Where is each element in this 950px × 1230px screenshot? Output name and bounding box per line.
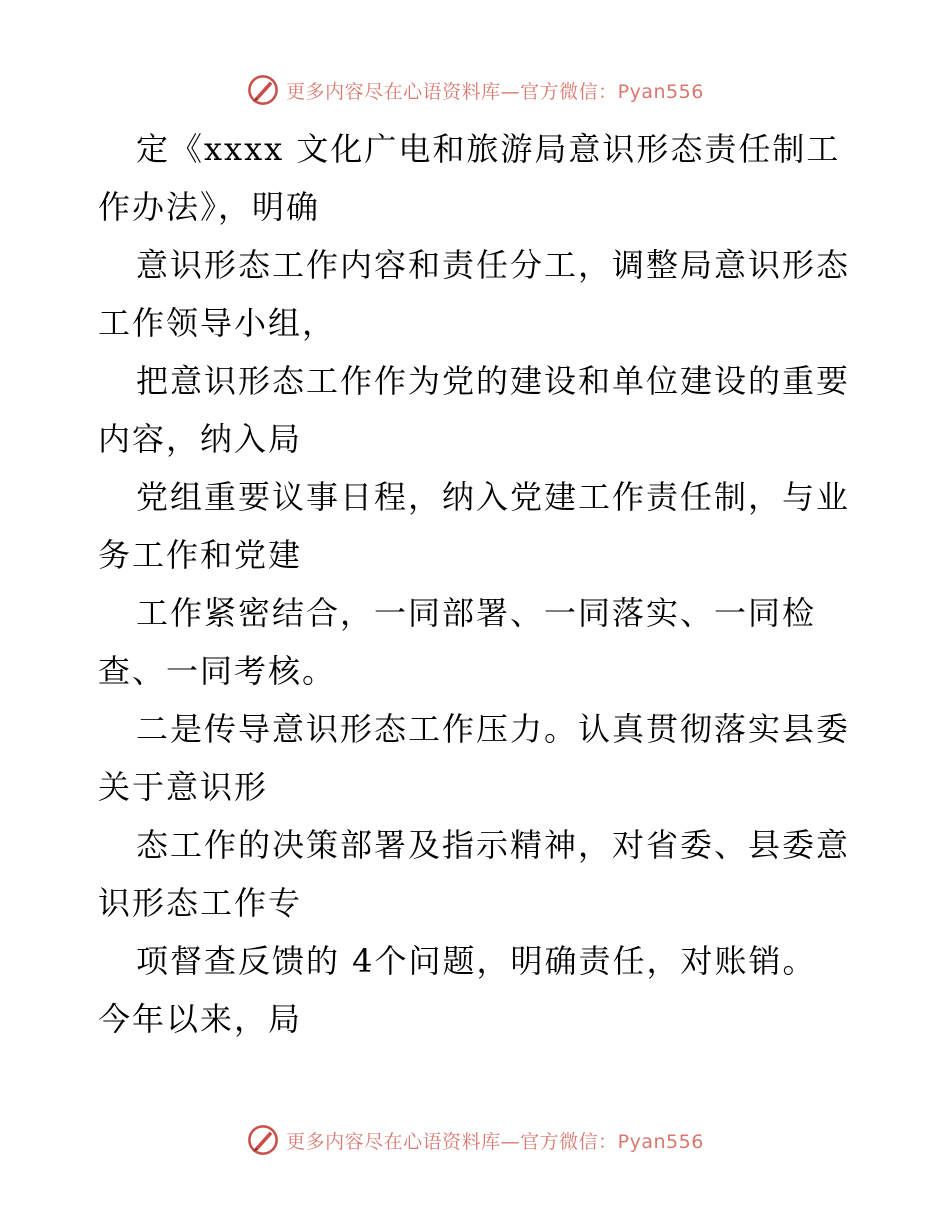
footer-banner-text: 更多内容尽在心语资料库—官方微信：Pyan556 (286, 1130, 704, 1153)
body-line: 工作紧密结合，一同部署、一同落实、一同检 (136, 594, 817, 632)
footer-banner-inner (246, 1123, 704, 1157)
body-line: 今年以来，局 (98, 1000, 303, 1038)
document-body (98, 120, 858, 1048)
body-line: 意识形态工作内容和责任分工，调整局意识形态 (136, 246, 851, 284)
quill-logo-icon (246, 73, 280, 107)
body-line: 内容，纳入局 (98, 420, 303, 458)
body-line: 把意识形态工作作为党的建设和单位建设的重要 (136, 362, 851, 400)
body-line: 党组重要议事日程，纳入党建工作责任制，与业 (136, 478, 851, 516)
header-banner-inner (246, 73, 704, 107)
body-line: 态工作的决策部署及指示精神，对省委、县委意 (136, 826, 851, 864)
body-line: 关于意识形 (98, 768, 269, 806)
body-line: 查、一同考核。 (98, 652, 337, 690)
body-line: 识形态工作专 (98, 884, 303, 922)
body-line: 工作领导小组， (98, 304, 337, 342)
footer-banner (0, 1120, 950, 1160)
body-line: 项督查反馈的 4个问题，明确责任，对账销。 (136, 942, 817, 980)
header-banner-text: 更多内容尽在心语资料库—官方微信：Pyan556 (286, 80, 704, 103)
body-line: 作办法》，明确 (98, 188, 321, 226)
body-line: 定《xxxx 文化广电和旅游局意识形态责任制工 (136, 130, 841, 168)
body-line: 二是传导意识形态工作压力。认真贯彻落实县委 (136, 710, 851, 748)
body-line: 务工作和党建 (98, 536, 303, 574)
quill-logo-icon (246, 1123, 280, 1157)
header-banner (0, 70, 950, 110)
